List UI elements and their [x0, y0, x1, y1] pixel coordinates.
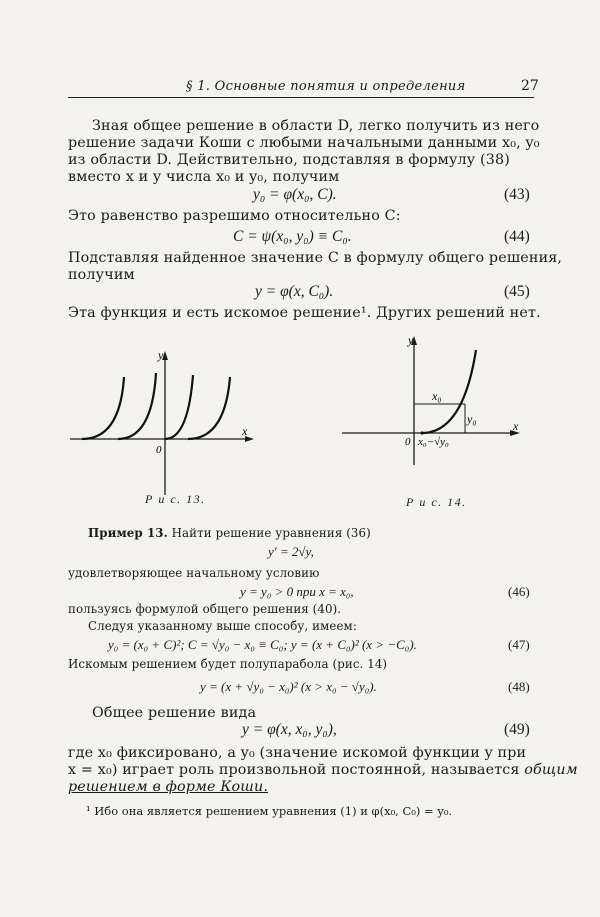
equation-43-number: (43) [504, 186, 530, 203]
equation-43: y₀ = φ(x₀, C). [253, 186, 337, 203]
example-line5: Искомым решением будет полупарабола (рис. 14) [68, 657, 388, 671]
para-end-line2: где x₀ фиксировано, а y₀ (значение искомой функции y при [68, 745, 527, 761]
para-end-line3-term: общим [524, 762, 578, 778]
fig13-curve-4 [188, 377, 230, 439]
para-end-line3 [68, 762, 578, 779]
figure-14-caption: Р и с. 14. [406, 495, 467, 509]
fig14-axis-label: x₀−√y₀ [418, 436, 449, 448]
text-after-43: Это равенство разрешимо относительно C: [68, 208, 401, 224]
example-line3: пользуясь формулой общего решения (40). [68, 602, 342, 616]
equation-49-number: (49) [504, 721, 530, 738]
equation-48-number: (48) [508, 679, 530, 694]
example-line2: удовлетворяющее начальному условию [68, 566, 320, 580]
equation-46: y = y₀ > 0 при x = x₀, [240, 584, 354, 599]
text-after-45: Эта функция и есть искомое решение¹. Других решений нет. [68, 305, 541, 321]
text-after-44-line2: получим [68, 267, 135, 283]
header-rule [68, 97, 534, 98]
equation-45: y = φ(x, C₀). [255, 283, 334, 300]
page-number: 27 [521, 78, 539, 94]
figure-13-caption: Р и с. 13. [145, 492, 206, 506]
footnote: ¹ Ибо она является решением уравнения (1) и φ(x₀, C₀) = y₀. [86, 804, 453, 818]
running-header: § 1. Основные понятия и определения [186, 79, 466, 94]
fig13-curve-3 [165, 375, 193, 439]
para-end-line4: решением в форме Коши. [68, 779, 269, 795]
equation-44: C = ψ(x₀, y₀) ≡ C₀. [233, 228, 352, 245]
para1-line2: решение задачи Коши с любыми начальными данными x₀, y₀ [68, 135, 540, 151]
equation-45-number: (45) [504, 283, 530, 300]
example-line1 [88, 526, 371, 540]
equation-36: y′ = 2√y, [268, 544, 314, 559]
equation-47: y₀ = (x₀ + C)²; C = √y₀ − x₀ ≡ C₀; y = (x + C₀)² (x > −C₀). [108, 637, 417, 652]
figure-14 [340, 330, 530, 500]
fig14-y0-label: y₀ [467, 412, 477, 426]
equation-47-number: (47) [508, 637, 530, 652]
equation-48: y = (x + √y₀ − x₀)² (x > x₀ − √y₀). [200, 679, 377, 694]
example-text: Найти решение уравнения (36) [171, 526, 371, 540]
fig14-y-label: y [408, 333, 414, 347]
fig14-start-point [420, 431, 423, 434]
fig13-origin-label: 0 [156, 444, 162, 456]
fig13-curve-1 [82, 377, 124, 439]
para1-line3: из области D. Действительно, подставляя в формулу (38) [68, 152, 510, 168]
equation-49: y = φ(x, x₀, y₀), [242, 721, 337, 738]
fig14-x-label: x [513, 419, 519, 433]
figure-13 [70, 345, 260, 510]
para-end-line1: Общее решение вида [92, 705, 257, 721]
equation-44-number: (44) [504, 228, 530, 245]
fig14-origin-label: 0 [405, 436, 411, 448]
para1-line1: Зная общее решение в области D, легко получить из него [92, 118, 540, 134]
text-after-44-line1: Подставляя найденное значение C в формулу общего решения, [68, 250, 563, 266]
example-line4: Следуя указанному выше способу, имеем: [88, 619, 357, 633]
example-title: Пример 13. [88, 526, 168, 540]
fig13-x-label: x [242, 424, 248, 438]
para1-line4: вместо x и y числа x₀ и y₀, получим [68, 169, 340, 185]
equation-46-number: (46) [508, 584, 530, 599]
fig13-y-label: y [158, 348, 164, 362]
para-end-line3-text: x = x₀) играет роль произвольной постоянной, называется [68, 762, 520, 778]
fig14-x0-label: x₀ [432, 389, 442, 403]
